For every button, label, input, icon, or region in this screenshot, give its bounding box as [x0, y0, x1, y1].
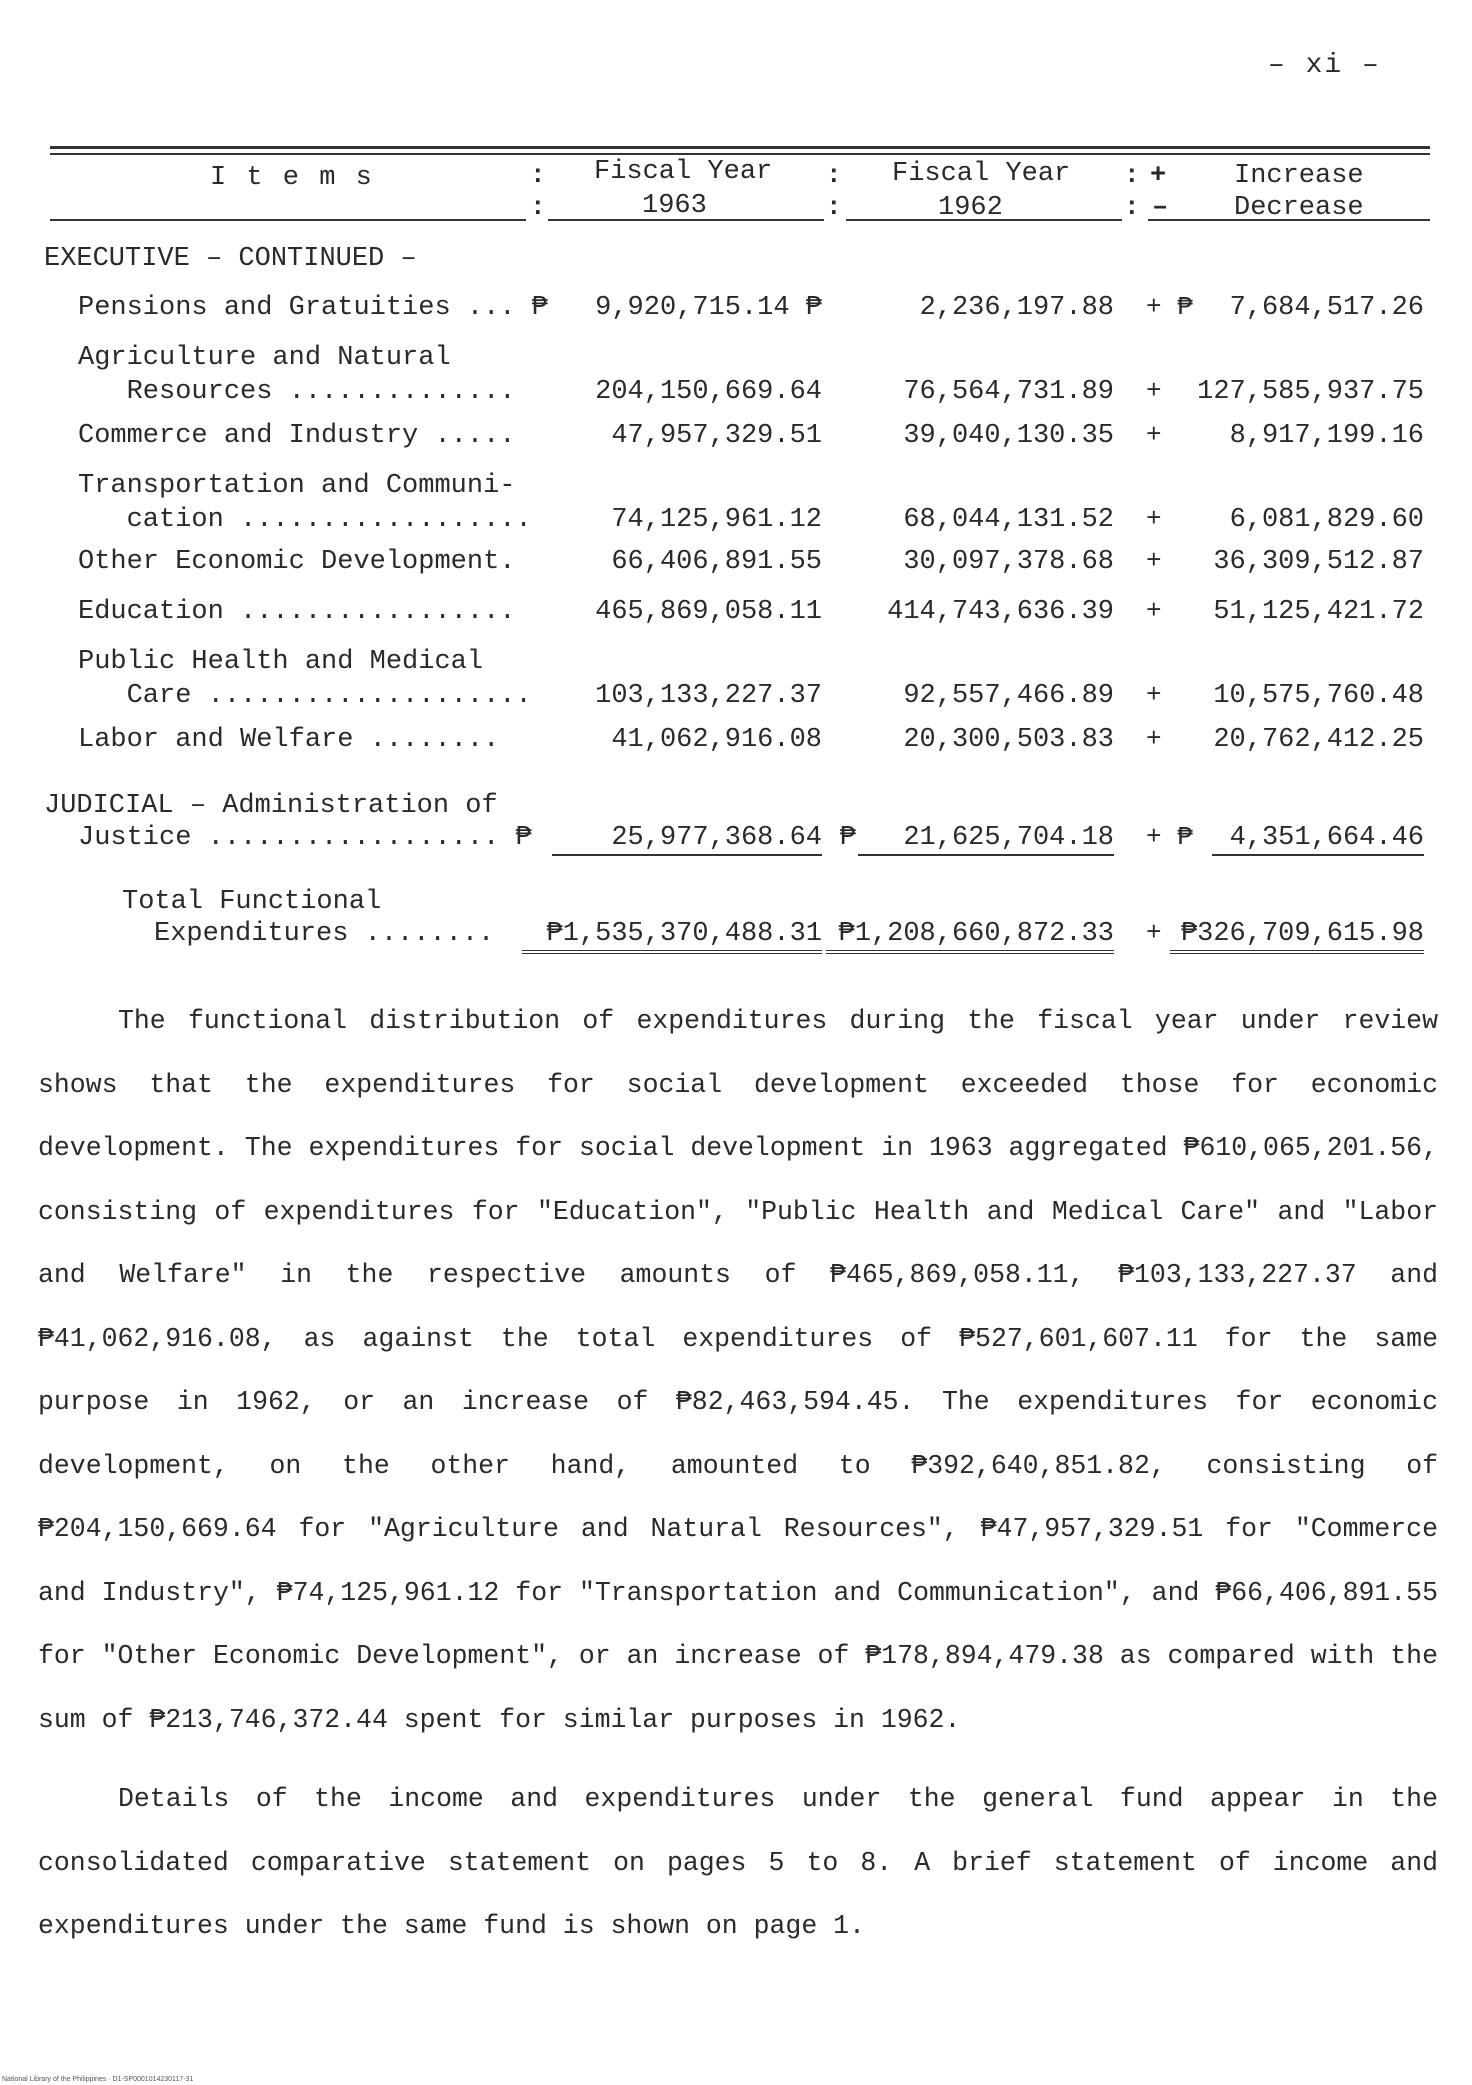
- judicial-fy1963: 25,977,368.64: [552, 822, 822, 856]
- cell-fy1963: 66,406,891.55: [611, 547, 822, 577]
- header-fy1963-line1: Fiscal Year: [594, 157, 773, 187]
- section-executive: EXECUTIVE – CONTINUED –: [44, 244, 417, 274]
- cell-fy1963: 204,150,669.64: [595, 377, 822, 407]
- row-label-cont: Resources ..............: [78, 377, 516, 407]
- header-rule: [1148, 219, 1430, 221]
- cell-change: 6,081,829.60: [1229, 505, 1424, 535]
- cell-change: 36,309,512.87: [1213, 547, 1424, 577]
- cell-fy1962: 92,557,466.89: [903, 681, 1114, 711]
- row-label: Pensions and Gratuities ... ₱: [78, 293, 548, 323]
- total-fy1963: ₱1,535,370,488.31: [522, 918, 822, 954]
- cell-fy1963: 47,957,329.51: [611, 421, 822, 451]
- total-sign: +: [1146, 918, 1162, 948]
- header-increase: Increase: [1234, 161, 1364, 191]
- table-top-rule-2: [50, 153, 1430, 155]
- row-label: Other Economic Development.: [78, 547, 516, 577]
- judicial-change: 4,351,664.46: [1212, 822, 1424, 856]
- section-judicial-line2: Justice .................. ₱: [78, 823, 532, 853]
- judicial-fy1962: 21,625,704.18: [858, 822, 1114, 856]
- header-fy1962-line2: 1962: [938, 193, 1003, 223]
- header-decrease: Decrease: [1234, 193, 1364, 223]
- header-dec-sign: –: [1152, 193, 1169, 223]
- cell-fy1962: 39,040,130.35: [903, 421, 1114, 451]
- cell-fy1963: 74,125,961.12: [611, 505, 822, 535]
- cell-fy1962: 2,236,197.88: [919, 293, 1114, 323]
- total-label-line1: Total Functional: [122, 887, 382, 917]
- cell-change: 7,684,517.26: [1229, 293, 1424, 323]
- row-label: Transportation and Communi-: [78, 471, 516, 501]
- cell-sign: +: [1146, 596, 1162, 626]
- cell-fy1962: 30,097,378.68: [903, 547, 1114, 577]
- header-colon: :: [826, 192, 842, 222]
- cell-change: 8,917,199.16: [1229, 421, 1424, 451]
- header-colon: :: [530, 160, 546, 190]
- paragraph-functional-distribution: The functional distribution of expenditures during the fiscal year under review shows that the expenditures for social development exceeded those for economic development. The expenditures for social development in 1963 aggregated ₱610,065,201.56, consisting of expenditures for "Education", "Public Health and Medical Care" and "Labor and Welfare" in the respective amounts of ₱465,869,058.11, ₱103,133,227.37 and ₱41,062,916.08, as against the total expenditures of ₱527,601,607.11 for the same purpose in 1962, or an increase of ₱82,463,594.45. The expenditures for economic development, on the other hand, amounted to ₱392,640,851.82, consisting of ₱204,150,669.64 for "Agriculture and Natural Resources", ₱47,957,329.51 for "Commerce and Industry", ₱74,125,961.12 for "Transportation and Communication", and ₱66,406,891.55 for "Other Economic Development", or an increase of ₱178,894,479.38 as compared with the sum of ₱213,746,372.44 spent for similar purposes in 1962.: [38, 1006, 1438, 1735]
- cell-fy1963: 9,920,715.14 ₱: [595, 293, 822, 323]
- row-label-cont: Care ....................: [78, 681, 532, 711]
- archive-footer: National Library of the Philippines · D1-SP0001014230117-31: [2, 2076, 194, 2083]
- total-label-line2: Expenditures ........: [154, 919, 495, 949]
- header-rule: [50, 219, 526, 221]
- judicial-peso: ₱: [839, 823, 856, 853]
- cell-fy1962: 68,044,131.52: [903, 505, 1114, 535]
- row-label: Education .................: [78, 597, 516, 627]
- cell-fy1962: 414,743,636.39: [887, 597, 1114, 627]
- header-items: I t e m s: [210, 163, 374, 193]
- header-rule: [846, 219, 1122, 221]
- cell-sign: +: [1146, 546, 1162, 576]
- cell-fy1963: 465,869,058.11: [595, 597, 822, 627]
- page-number: – xi –: [1268, 50, 1381, 81]
- header-colon: :: [826, 160, 842, 190]
- cell-sign: +: [1146, 376, 1162, 406]
- header-inc-sign: +: [1150, 161, 1167, 191]
- row-label: Agriculture and Natural: [78, 343, 451, 373]
- header-fy1963-line2: 1963: [642, 191, 707, 221]
- cell-fy1962: 20,300,503.83: [903, 725, 1114, 755]
- cell-sign: +: [1146, 680, 1162, 710]
- judicial-sign: + ₱: [1146, 822, 1193, 852]
- cell-sign: + ₱: [1146, 292, 1193, 322]
- cell-sign: +: [1146, 724, 1162, 754]
- header-fy1962-line1: Fiscal Year: [892, 159, 1071, 189]
- cell-change: 20,762,412.25: [1213, 725, 1424, 755]
- header-colon: :: [1124, 192, 1140, 222]
- total-change: ₱326,709,615.98: [1170, 918, 1424, 954]
- header-colon: :: [530, 192, 546, 222]
- row-label-cont: cation ..................: [78, 505, 532, 535]
- total-fy1962: ₱1,208,660,872.33: [826, 918, 1114, 954]
- header-rule: [548, 219, 824, 221]
- section-judicial-line1: JUDICIAL – Administration of: [44, 791, 498, 821]
- cell-change: 10,575,760.48: [1213, 681, 1424, 711]
- table-top-rule: [50, 146, 1430, 149]
- row-label: Public Health and Medical: [78, 647, 484, 677]
- row-label: Labor and Welfare ........: [78, 725, 500, 755]
- cell-change: 51,125,421.72: [1213, 597, 1424, 627]
- cell-sign: +: [1146, 420, 1162, 450]
- cell-sign: +: [1146, 504, 1162, 534]
- cell-fy1963: 41,062,916.08: [611, 725, 822, 755]
- body-text: [38, 990, 1438, 1959]
- cell-fy1962: 76,564,731.89: [903, 377, 1114, 407]
- row-label: Commerce and Industry .....: [78, 421, 516, 451]
- cell-fy1963: 103,133,227.37: [595, 681, 822, 711]
- cell-change: 127,585,937.75: [1197, 377, 1424, 407]
- header-colon: :: [1124, 160, 1140, 190]
- paragraph-details: Details of the income and expenditures under the general fund appear in the consolidated comparative statement on pages 5 to 8. A brief statement of income and expenditures under the same fund is shown on page 1.: [38, 1784, 1438, 1941]
